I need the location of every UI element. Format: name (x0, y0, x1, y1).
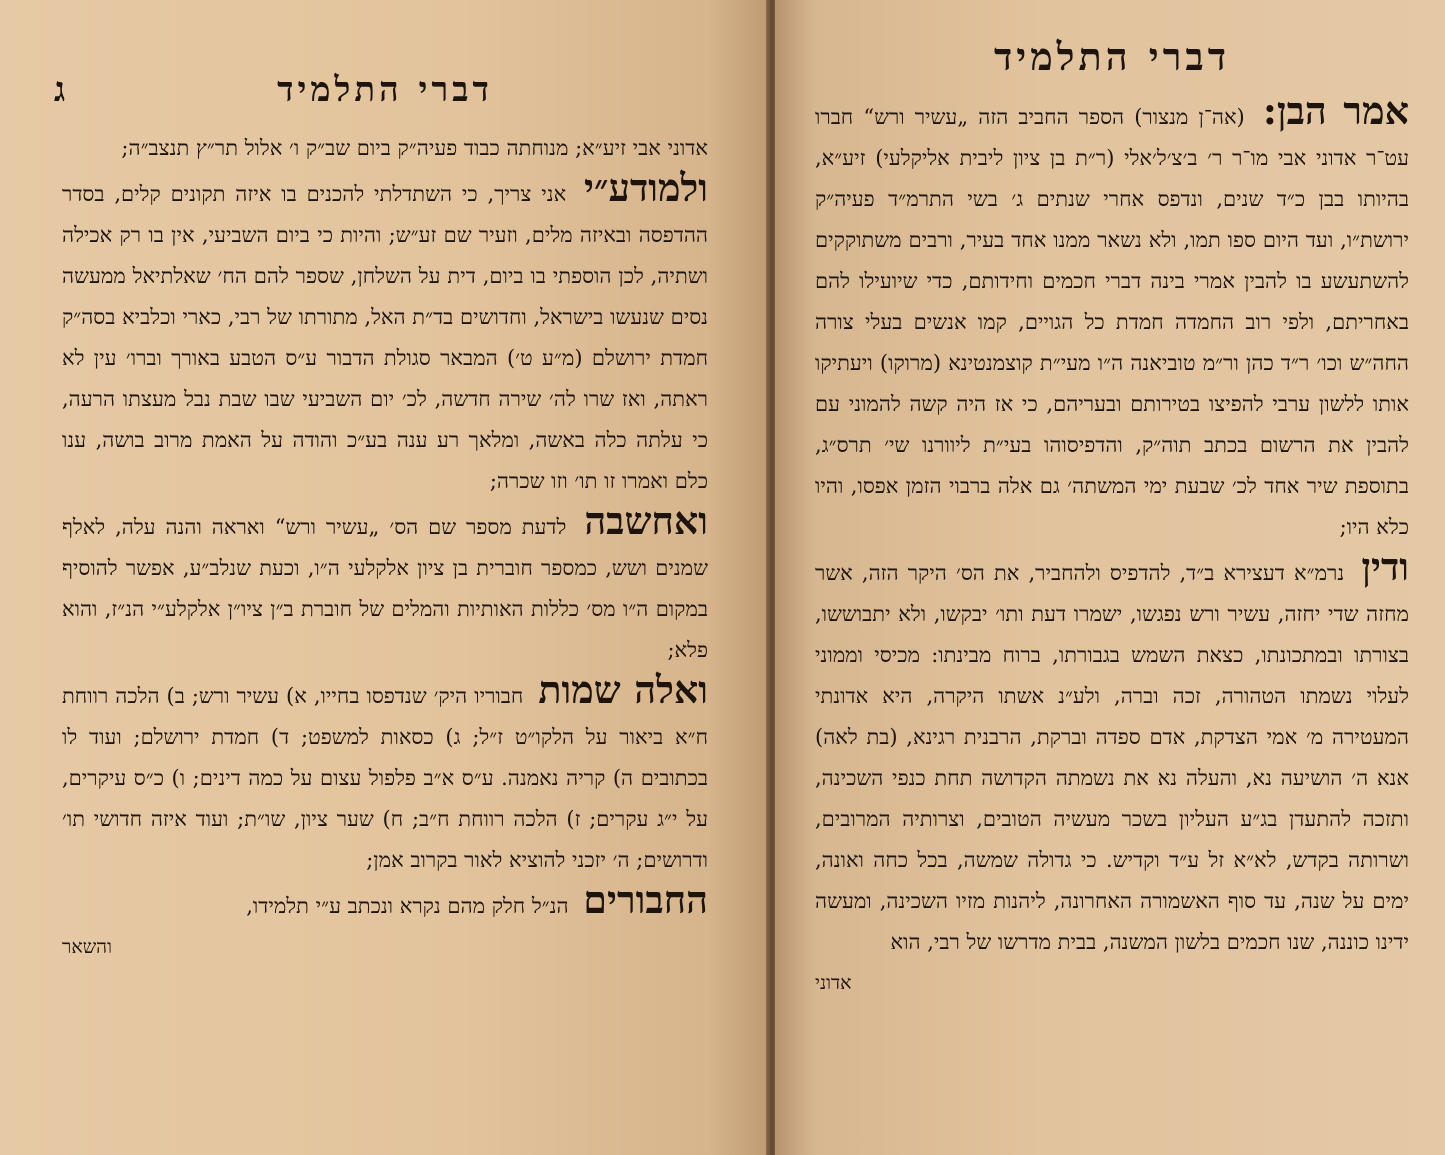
paragraph-text: אני צריך, כי השתדלתי להכנים בו איזה תקונים קלים, בסדר ההדפסה ובאיזה מלים, וזעיר שם זע״ש; והיות כי ביום השביעי, אין בו רק אכילה ושתיה, לכן הוספתי בו ביום, דית על השלחן, שספר להם הח׳ שאלתיאל ממעשה נסים שנעשו בישראל, וחדושים בד״ת האל, מתורתו של רבי, כארי וכלביא בסה״ק חמדת ירושלם (מ״ע ט׳) המבאר סגולת הדבור ע״ס הטבע באורך וברו׳ עין לא ראתה, ואז שרו לה׳ שירה חדשה, לכ׳ יום השביעי שבו שבת נבל מעצתו הרעה, כי עלתה כלה באשה, ומלאך רע ענה בע״כ והודה על האמת מרוב בושה, ענו כלם ואמרו זו תו׳ וזו שכרה; (62, 182, 708, 493)
paragraph (62, 165, 708, 502)
paragraph (815, 544, 1409, 963)
paragraph-lead-word: ולמודע״י (584, 165, 708, 210)
paragraph (62, 128, 708, 169)
paragraph-lead-word: אמר הבן: (1262, 88, 1409, 133)
paragraph-text: (אה־ן מנצור) הספר החביב הזה „עשיר ורש“ חברו עט־ר אדוני אבי מו־ר ר׳ ב׳צ׳ל׳אלי (ר״ת בן ציון ליבית אליקלעי) זיע״א, בהיותו בבן כ״ד שנים, ונדפס אחרי שנתים ג׳ בשי התרמ״ד פעיה״ק ירושת״ו, ועד היום ספו תמו, ולא נשאר ממנו אחד בעיר, ורבים משתוקקים להשתעשע בו להבין אמרי בינה דברי חכמים וחידותם, כדי שיועילו להם באחריתם, ולפי רוב החמדה חמדת כל הגויים, קמו אנשים בעלי צורה החה״ש וכו׳ ר״ד כהן ור״מ טוביאנה ה״ו מעי״ת קוצמנטינא (מרוקו) ויעתיקו אותו ללשון ערבי להפיצו בטירותם ובעריהם, כי אז היה קשה להמוני עם להבין את הרשום בכתב תוה״ק, והדפיסוהו בעי״ת ליוורנו שי׳ תרס״ג, בתוספת שיר אחד לכ׳ שבעת ימי המשתה׳ גם אלה ברבוי הזמן אפסו, והיו כלא היו; (815, 105, 1409, 539)
catchword: והשאר (62, 936, 112, 958)
right-page (775, 0, 1445, 1155)
catchword: אדוני (815, 972, 852, 994)
page-number: ג (54, 70, 66, 110)
paragraph (62, 498, 708, 671)
paragraph (62, 667, 708, 881)
paragraph-text: נרמ״א דעצירא ב״ד, להדפיס ולהחביר, את הס׳ היקר הזה, אשר מחזה שדי יחזה, עשיר ורש נפגשו, ישמרו דעת ותו׳ יבקשו, ולא יתבוששו, בצורתו ובמתכונתו, כצאת השמש בגבורתו, ברוח מבינתו: מכיסי וממוני לעלוי נשמתו הטהורה, זכה וברה, ולע״נ אשתו היקרה, היא אדונתי המעטירה מ׳ אמי הצדקת, אדם ספדה וברקת, הרבנית רגינא, (בת לאה) אנא ה׳ הושיעה נא, והעלה נא את נשמתה הקדושה תחת כנפי השכינה, ותזכה להתעדן בג״ע העליון בשכר מעשיה הטובים, וצרותיה המרובים, ושרותה בקדש, לא״א זל ע״ד וקדיש. כי גדולה שמשה, בכל כחה ואונה, ימים על שנה, עד סוף האשמורה האחרונה, ליהנות מזיו השכינה, ומעשה ידינו כוננה, שנו חכמים בלשון המשנה, בבית מדרשו של רבי, הוא (815, 561, 1409, 954)
paragraph-lead-word: ואחשבה (584, 498, 708, 543)
left-page-body (62, 128, 708, 968)
paragraph-text: הנ״ל חלק מהם נקרא ונכתב ע״י תלמידו, (246, 894, 569, 918)
paragraph-text: לדעת מספר שם הס׳ „עשיר ורש“ ואראה והנה עלה, לאלף שמנים ושש, כמספר חוברית בן ציון אלקלעי ה״ו, וכעת שנלב״ע, אפשר להוסיף במקום ה״ו מס׳ כללות האותיות והמלים של חוברת ב״ן ציו״ן אלקלע״י הנ״ז, והוא פלא; (62, 515, 708, 662)
paragraph (62, 877, 708, 927)
paragraph-text: חבוריו היק׳ שנדפסו בחייו, א) עשיר ורש; ב) הלכה רווחת ח״א ביאור על הלקו״ט ז״ל; ג) כסאות למשפט; ד) חמדת ירושלם; ועוד לו בכתובים ה) קריה נאמנה. ע״ס א״ב פלפול עצום על כמה דינים; ו) כ״ס עיקרים, על י״ג עקרים; ז) הלכה רווחת ח״ב; ח) שער ציון, שו״ת; ועוד איזה חדושי תו׳ ודרושים; ה׳ יזכני להוציא לאור בקרוב אמן; (62, 684, 708, 872)
paragraph (815, 88, 1409, 548)
paragraph-lead-word: ואלה שמות (538, 667, 708, 712)
running-title: דברי התלמיד (277, 70, 493, 110)
paragraph-text: אדוני אבי זיע״א; מנוחתה כבוד פעיה״ק ביום שב״ק ו׳ אלול תר״ץ תנצב״ה; (121, 136, 708, 160)
right-page-body (815, 88, 1409, 1004)
right-page-header (815, 34, 1409, 82)
left-page-header (54, 70, 708, 118)
running-title: דברי התלמיד (993, 34, 1231, 79)
paragraph-lead-word: החבורים (583, 877, 708, 922)
paragraph-lead-word: ודין (1361, 544, 1409, 589)
